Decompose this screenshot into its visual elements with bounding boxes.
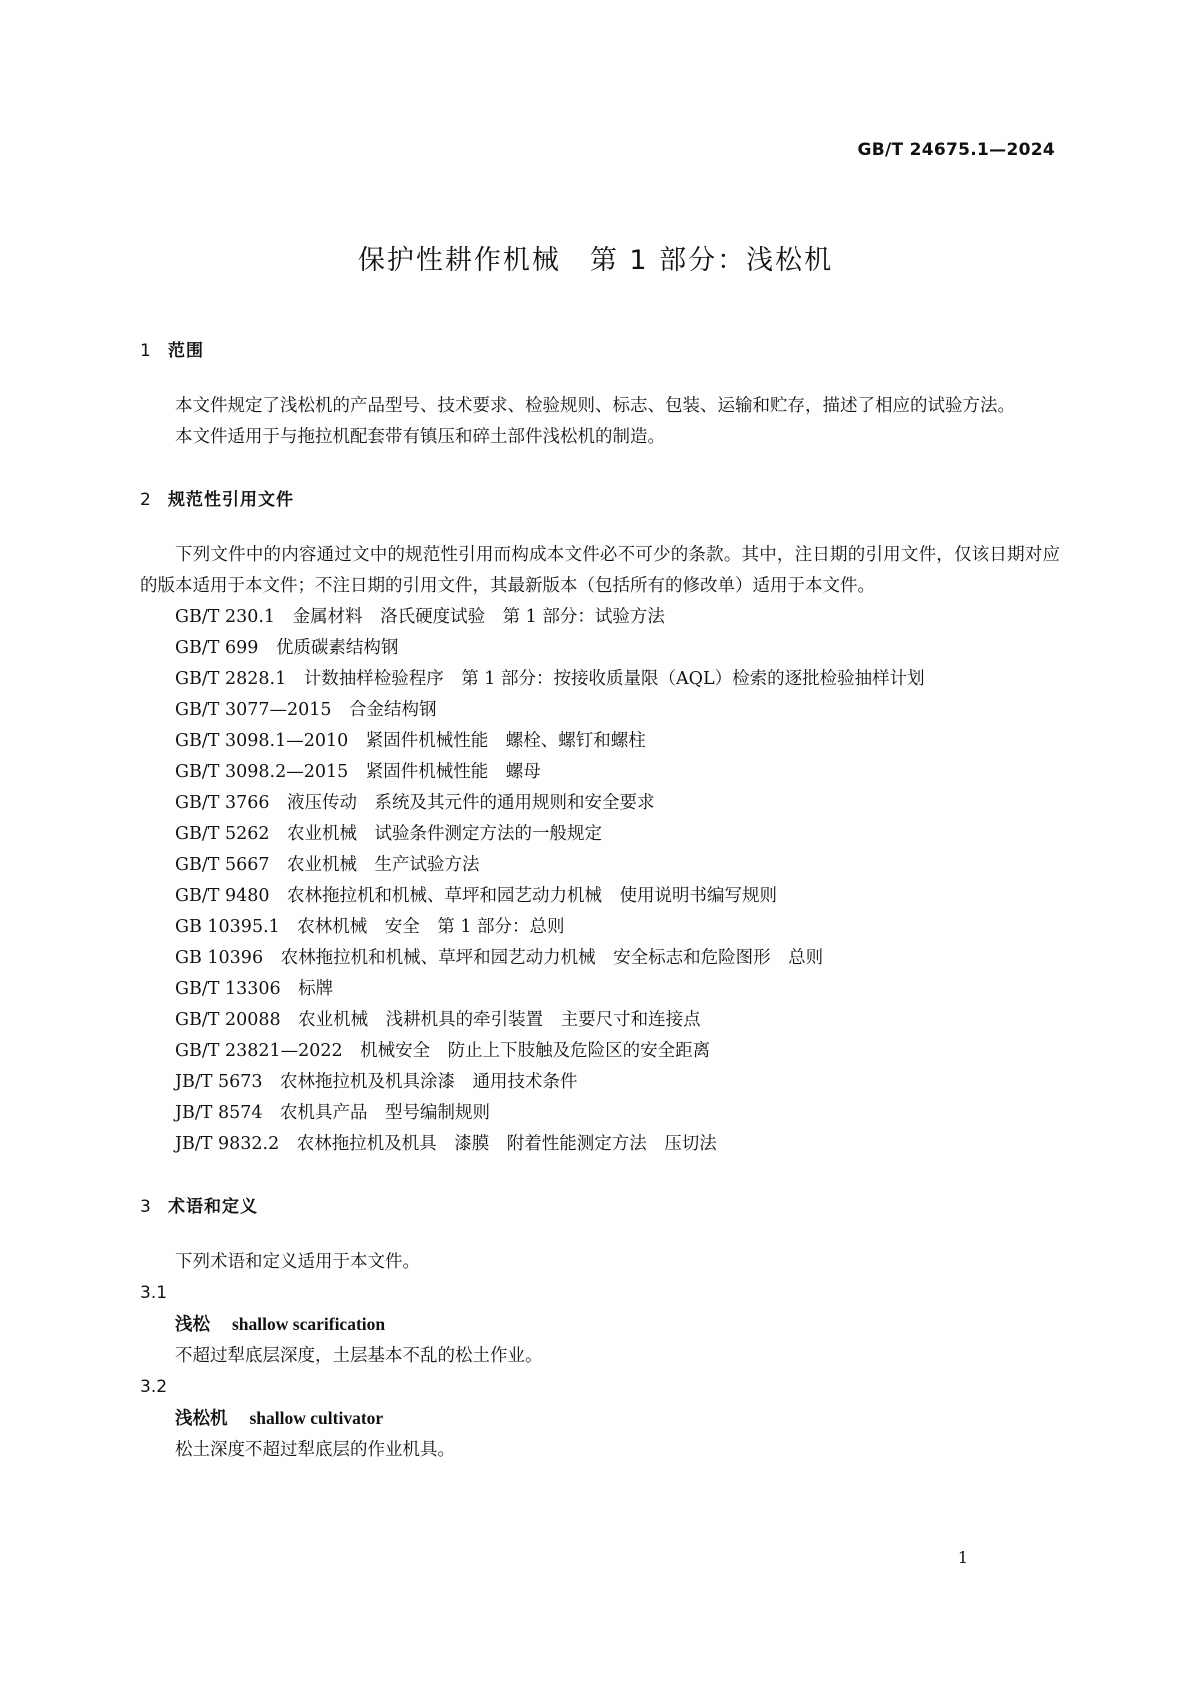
section-number: 3	[140, 1197, 152, 1217]
reference-item: GB/T 699 优质碳素结构钢	[175, 638, 399, 658]
section-number: 2	[140, 490, 152, 510]
reference-item: GB/T 3098.1—2010 紧固件机械性能 螺栓、螺钉和螺柱	[175, 731, 646, 751]
reference-item: GB 10395.1 农林机械 安全 第 1 部分：总则	[175, 917, 565, 937]
section-title: 术语和定义	[168, 1197, 258, 1217]
paragraph: 下列文件中的内容通过文中的规范性引用而构成本文件必不可少的条款。其中，注日期的引用文件，仅该日期对应的版本适用于本文件；不注日期的引用文件，其最新版本（包括所有的修改单）适用于本文件。	[140, 545, 1060, 596]
term-entry	[140, 1372, 1060, 1466]
reference-item: GB/T 5262 农业机械 试验条件测定方法的一般规定	[175, 824, 603, 844]
reference-item: JB/T 8574 农机具产品 型号编制规则	[175, 1103, 491, 1123]
document-title: 保护性耕作机械 第 1 部分：浅松机	[357, 245, 834, 276]
term-definition: 不超过犁底层深度，土层基本不乱的松土作业。	[175, 1346, 543, 1366]
reference-item: GB/T 13306 标牌	[175, 979, 334, 999]
reference-list	[140, 602, 1060, 1160]
reference-item: GB/T 3098.2—2015 紧固件机械性能 螺母	[175, 762, 541, 782]
reference-item: GB/T 2828.1 计数抽样检验程序 第 1 部分：按接收质量限（AQL）检索的逐批检验抽样计划	[175, 669, 925, 689]
section-title: 规范性引用文件	[168, 490, 294, 510]
document-body	[140, 336, 1060, 1498]
term-entry	[140, 1278, 1060, 1372]
section-normative-references	[140, 485, 1060, 1160]
reference-item: GB/T 3077—2015 合金结构钢	[175, 700, 437, 720]
section-heading	[140, 485, 1060, 510]
reference-item: GB/T 23821—2022 机械安全 防止上下肢触及危险区的安全距离	[175, 1041, 711, 1061]
reference-item: GB/T 230.1 金属材料 洛氏硬度试验 第 1 部分：试验方法	[175, 607, 665, 627]
term	[140, 1309, 1060, 1341]
reference-item: GB/T 20088 农业机械 浅耕机具的牵引装置 主要尺寸和连接点	[175, 1010, 701, 1030]
paragraph: 下列术语和定义适用于本文件。	[175, 1252, 420, 1272]
section-scope	[140, 336, 1060, 453]
term-definition: 松土深度不超过犁底层的作业机具。	[175, 1440, 455, 1460]
reference-item: GB/T 9480 农林拖拉机和机械、草坪和园艺动力机械 使用说明书编写规则	[175, 886, 778, 906]
section-heading	[140, 336, 1060, 361]
standard-code: GB/T 24675.1—2024	[857, 140, 1055, 160]
term-en: shallow scarification	[232, 1314, 386, 1334]
paragraph: 本文件规定了浅松机的产品型号、技术要求、检验规则、标志、包装、运输和贮存，描述了相应的试验方法。	[175, 396, 1015, 416]
section-title: 范围	[168, 341, 204, 361]
section-heading	[140, 1192, 1060, 1217]
term-zh: 浅松机	[175, 1409, 228, 1429]
term-zh: 浅松	[175, 1315, 210, 1335]
reference-item: GB/T 5667 农业机械 生产试验方法	[175, 855, 480, 875]
term-en: shallow cultivator	[249, 1408, 384, 1428]
term	[140, 1403, 1060, 1435]
section-terms-definitions	[140, 1192, 1060, 1466]
clause-number: 3.2	[140, 1377, 168, 1397]
paragraph: 本文件适用于与拖拉机配套带有镇压和碎土部件浅松机的制造。	[175, 427, 665, 447]
reference-item: JB/T 9832.2 农林拖拉机及机具 漆膜 附着性能测定方法 压切法	[175, 1134, 717, 1154]
reference-item: JB/T 5673 农林拖拉机及机具涂漆 通用技术条件	[175, 1072, 578, 1092]
reference-item: GB/T 3766 液压传动 系统及其元件的通用规则和安全要求	[175, 793, 655, 813]
clause-number: 3.1	[140, 1283, 168, 1303]
page-number: 1	[957, 1548, 968, 1567]
section-number: 1	[140, 341, 152, 361]
reference-item: GB 10396 农林拖拉机和机械、草坪和园艺动力机械 安全标志和危险图形 总则	[175, 948, 824, 968]
